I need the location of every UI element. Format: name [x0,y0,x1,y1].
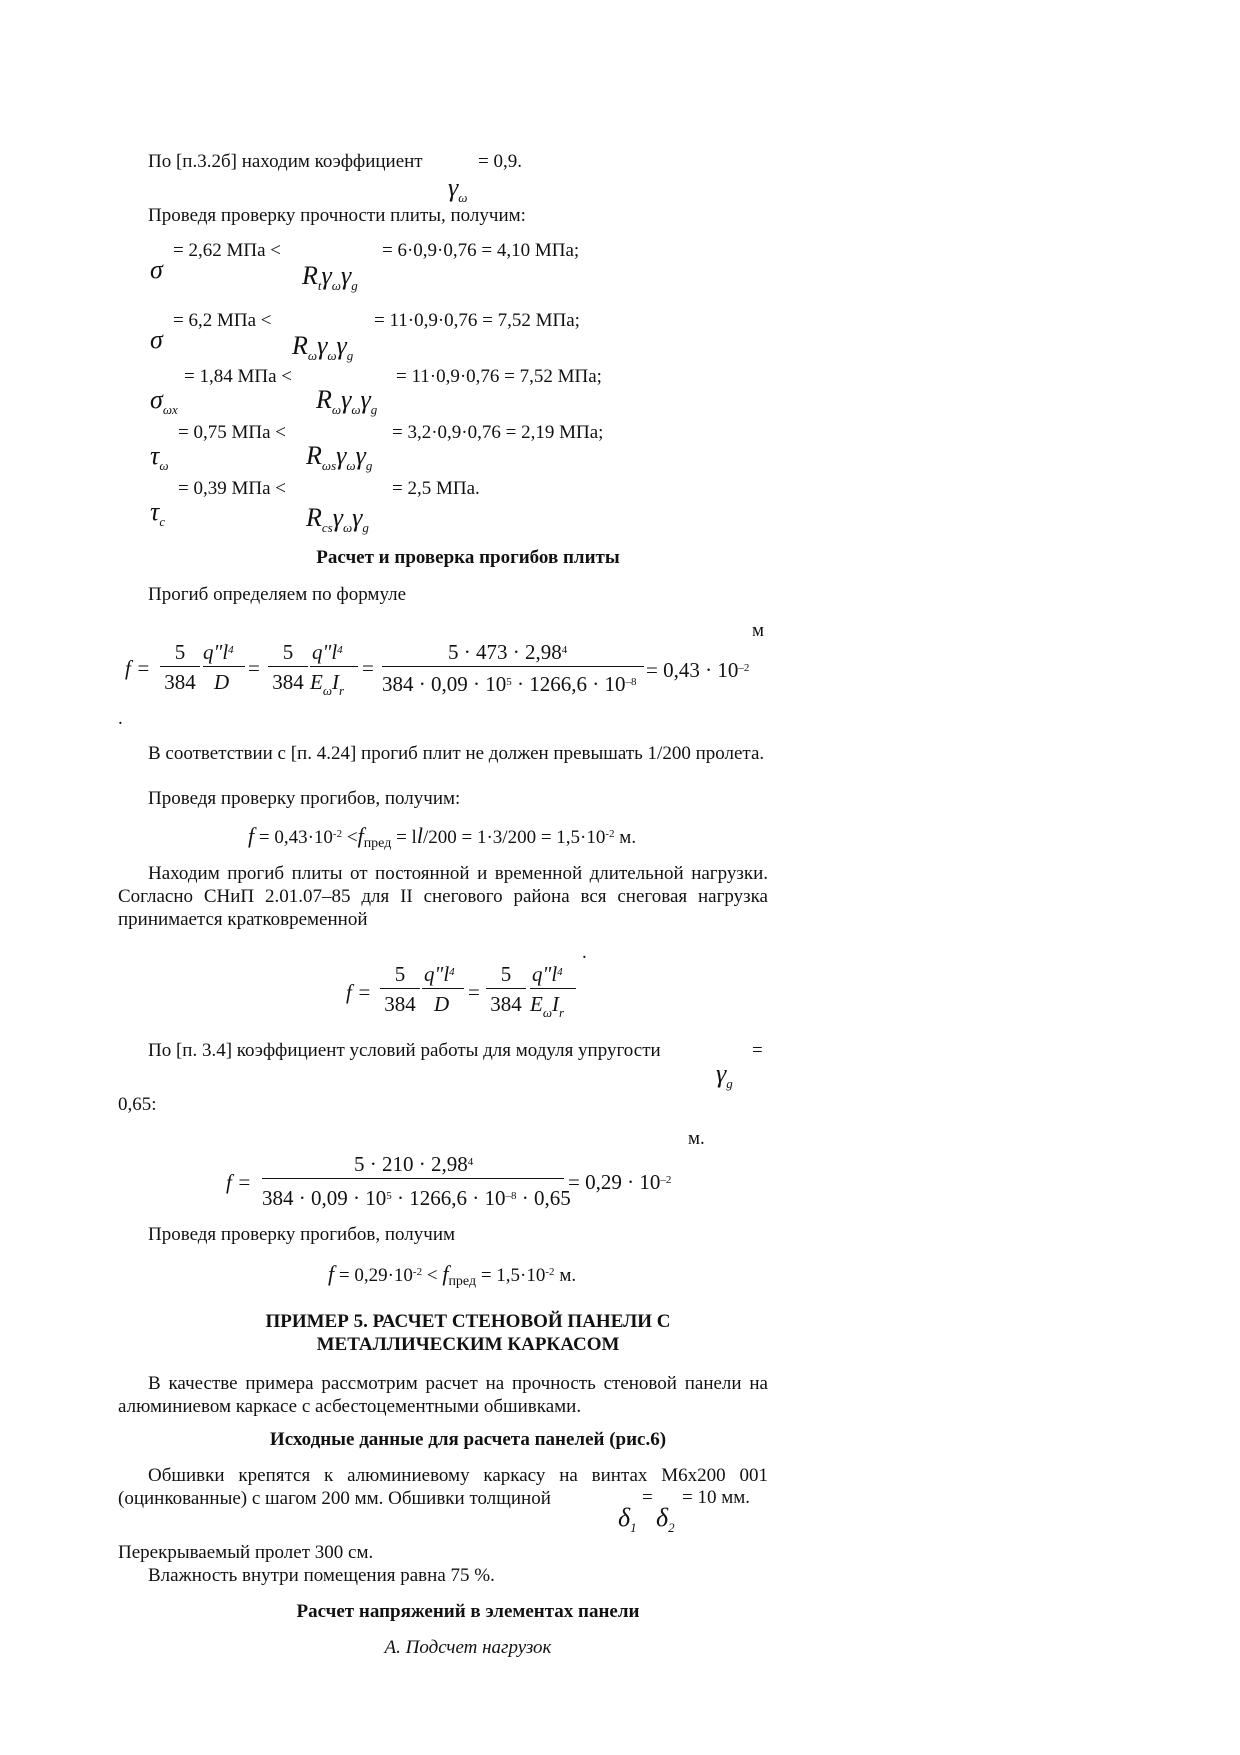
ql4-term: $q"l^4$ [203,640,234,664]
example-heading-line-2: МЕТАЛЛИЧЕСКИМ КАРКАСОМ [316,1334,620,1355]
coef-value: = 0,9. [478,151,522,172]
coef-text: По [п.3.2б] находим коэффициент [148,151,423,172]
check-left: = 0,39 МПа < [178,478,286,499]
section-heading-deflection: Расчет и проверка прогибов плиты [316,547,620,568]
check-right: = 6·0,9·0,76 = 4,10 МПа; [382,240,580,261]
unit-meter: м [752,620,765,641]
denominator: 384 [272,670,304,694]
f-symbol: f = [226,1170,252,1194]
check-strength-text: Проведя проверку прочности плиты, получим: [148,205,526,226]
check-left: = 0,75 МПа < [178,422,286,443]
humidity-text: Влажность внутри помещения равна 75 %. [148,1565,495,1586]
gamma-g-symbol: $\gamma_g$ [716,1059,733,1091]
modulus-coef-eq: = [752,1040,763,1061]
sheathing-paragraph: Обшивки крепятся к алюминиевому каркасу на винтах М6х200 001 (оцинкованные) с шагом 200 мм. Обшивки толщиной [118,1465,768,1509]
numerator: 5 [394,962,406,986]
denominator: 384 [384,992,416,1016]
denominator: 384 [164,670,196,694]
numerator-3: $5 \cdot 473 \cdot 2,98^4$ [448,640,568,664]
check-left: = 1,84 МПа < [184,366,292,387]
f-symbol: f = [346,980,372,1004]
deflection-inequality-2: $f = 0,29\cdot 10^{-2} < f_{пред} = 1,5\cdot 10^{-2}$ м. [328,1261,577,1289]
formula-intro: Прогиб определяем по формуле [148,584,407,605]
span-text: Перекрываемый пролет 300 см. [118,1542,374,1563]
dot: . [118,708,123,729]
ql4-term: $q"l^4$ [312,640,343,664]
numerator: 5 [174,640,186,664]
delta-1-symbol: $\delta_1$ [618,1503,637,1535]
r-omega-gamma-symbol: $R_\omega\gamma_\omega\gamma_g$ [292,331,354,363]
sigma-symbol: σ [150,255,163,284]
section-heading-input-data: Исходные данные для расчета панелей (рис.6) [269,1429,667,1450]
dot: . [582,942,587,963]
denominator-3: $384 \cdot 0,09 \cdot 10^5 \cdot 1266,6 \cdot 10^{-8}$ [382,672,637,696]
denominator: $384 \cdot 0,09 \cdot 10^5 \cdot 1266,6 \cdot 10^{-8} \cdot 0,65$ [262,1186,571,1210]
section-heading-stresses: Расчет напряжений в элементах панели [296,1601,640,1622]
r-cs-gamma-symbol: $R_{cs}\gamma_\omega\gamma_g$ [306,503,369,535]
numerator: 5 [282,640,294,664]
tau-c-symbol: $\tau_c$ [150,497,166,529]
ql4-term: $q"l^4$ [424,962,455,986]
numerator: 5 [500,962,512,986]
sheathing-eq: = [642,1487,653,1508]
sigma-symbol: σ [150,325,163,354]
ql4-term: $q"l^4$ [532,962,563,986]
sigma-omega-x-symbol: $\sigma_{\omega x}$ [150,385,178,417]
long-term-paragraph: Находим прогиб плиты от постоянной и временной длительной нагрузки. Согласно СНиП 2.01.07–85 для II снегового района вся снеговая нагрузка принимается кратковременной [118,863,768,930]
gamma-omega-symbol: $\gamma_\omega$ [448,173,468,205]
delta-2-symbol: $\delta_2$ [656,1503,675,1535]
check-left: = 6,2 МПа < [173,310,272,331]
sheathing-value: = 10 мм. [682,1487,751,1508]
e-i-term: $E_\omega I_r$ [310,670,345,698]
result-1: = $0,43 \cdot 10^{-2}$ [646,658,750,682]
equals: = [248,656,260,680]
r-omega-gamma-symbol: $R_\omega\gamma_\omega\gamma_g$ [316,385,378,417]
check-right: = 2,5 МПа. [392,478,480,499]
e-i-term: $E_\omega I_r$ [530,992,565,1020]
example-heading-line-1: ПРИМЕР 5. РАСЧЕТ СТЕНОВОЙ ПАНЕЛИ С [265,1311,671,1332]
rigidity-D: D [434,992,450,1016]
rt-gamma-symbol: $R_t\gamma_\omega\gamma_g$ [302,261,358,293]
example-paragraph: В качестве примера рассмотрим расчет на прочность стеновой панели на алюминиевом каркасе с асбестоцементными обшивками. [118,1373,768,1417]
deflection-inequality-1: $f = 0,43\cdot 10^{-2} <f_{пред} = ll/200 = 1\cdot 3/200 = 1,5\cdot 10^{-2}$ м. [248,823,637,851]
rigidity-D: D [214,670,230,694]
r-omega-s-gamma-symbol: $R_{\omega s}\gamma_\omega\gamma_g$ [306,441,373,473]
check-deflection-text: Проведя проверку прогибов, получим: [148,788,461,809]
tau-omega-symbol: $\tau_\omega$ [150,441,169,473]
check-right: = 11·0,9·0,76 = 7,52 МПа; [374,310,580,331]
numerator: $5 \cdot 210 \cdot 2,98^4$ [354,1152,474,1176]
denominator: 384 [490,992,522,1016]
subsection-heading-loads: А. Подсчет нагрузок [384,1637,552,1658]
norm-paragraph: В соответствии с [п. 4.24] прогиб плит не должен превышать 1/200 пролета. [148,743,765,764]
check-deflection-text-2: Проведя проверку прогибов, получим [148,1224,456,1245]
modulus-coef-value: 0,65: [118,1094,157,1115]
equals: = [362,656,374,680]
f-symbol: f = [125,656,151,680]
check-left: = 2,62 МПа < [173,240,281,261]
unit-meter: м. [688,1128,705,1149]
equals: = [468,980,480,1004]
modulus-coef-text: По [п. 3.4] коэффициент условий работы для модуля упругости [148,1040,661,1061]
check-right: = 11·0,9·0,76 = 7,52 МПа; [396,366,602,387]
result-3: = $0,29 \cdot 10^{-2}$ [568,1170,672,1194]
check-right: = 3,2·0,9·0,76 = 2,19 МПа; [392,422,604,443]
